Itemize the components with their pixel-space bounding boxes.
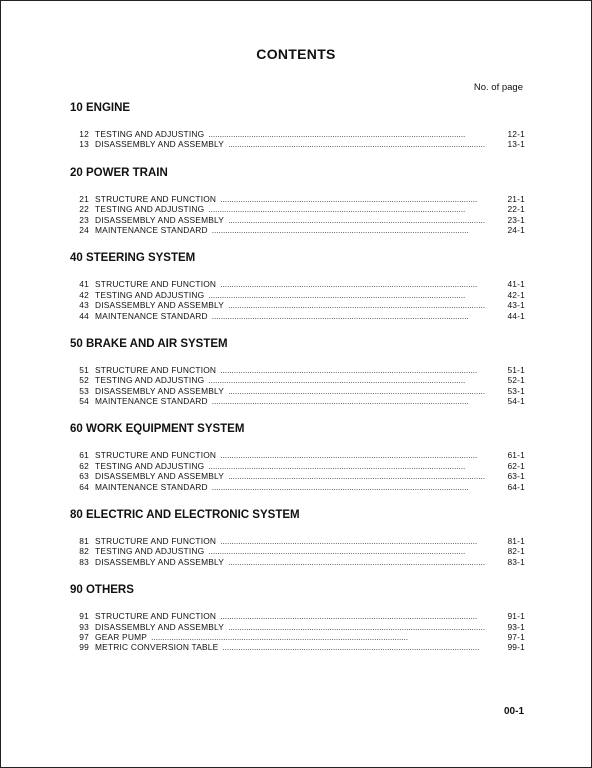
contents-section	[70, 166, 525, 236]
contents-section	[70, 101, 525, 150]
dot-leader	[212, 482, 497, 492]
contents-section	[70, 337, 525, 407]
dot-leader	[220, 536, 497, 546]
dot-leader	[208, 129, 497, 139]
entry-page: 62-1	[507, 460, 525, 471]
contents-list	[70, 101, 525, 669]
entry-number: 93	[79, 621, 89, 632]
entry-title: MAINTENANCE STANDARD	[95, 396, 208, 407]
contents-entry	[70, 471, 525, 481]
contents-entry	[70, 215, 525, 225]
entry-page: 43-1	[507, 300, 525, 311]
dot-leader	[208, 461, 497, 471]
contents-entry	[70, 375, 525, 385]
entry-page: 24-1	[507, 224, 525, 235]
contents-entry	[70, 279, 525, 289]
entry-number: 91	[79, 611, 89, 622]
contents-entry	[70, 300, 525, 310]
contents-entry	[70, 642, 525, 652]
dot-leader	[208, 546, 497, 556]
entry-page: 52-1	[507, 375, 525, 386]
no-of-page-label: No. of page	[473, 82, 523, 93]
contents-entry	[70, 204, 525, 214]
entry-number: 12	[79, 129, 89, 139]
entry-title: TESTING AND ADJUSTING	[95, 129, 205, 139]
entry-page: 93-1	[507, 621, 525, 632]
entry-title: DISASSEMBLY AND ASSEMBLY	[95, 621, 225, 632]
contents-entry	[70, 396, 525, 406]
entry-title: TESTING AND ADJUSTING	[95, 204, 205, 215]
entry-title: DISASSEMBLY AND ASSEMBLY	[95, 385, 225, 396]
entry-page: 44-1	[507, 310, 525, 321]
entry-title: DISASSEMBLY AND ASSEMBLY	[95, 471, 225, 482]
section-heading: 60 WORK EQUIPMENT SYSTEM	[70, 423, 245, 436]
contents-entry	[70, 386, 525, 396]
entry-number: 21	[79, 193, 89, 204]
dot-leader	[220, 611, 497, 621]
section-heading: 10 ENGINE	[70, 102, 131, 114]
dot-leader	[228, 471, 497, 481]
entry-page: 91-1	[507, 611, 525, 622]
entry-number: 52	[79, 375, 89, 386]
contents-section	[70, 422, 525, 492]
entry-title: GEAR PUMP	[95, 631, 148, 642]
entry-page: 63-1	[507, 471, 525, 482]
dot-leader	[220, 279, 497, 289]
entry-page: 99-1	[507, 642, 525, 653]
dot-leader	[228, 300, 497, 310]
entry-number: 22	[79, 204, 89, 215]
entry-number: 41	[79, 279, 89, 290]
contents-entry	[70, 557, 525, 567]
entry-title: DISASSEMBLY AND ASSEMBLY	[95, 214, 225, 225]
contents-section	[70, 508, 525, 567]
entry-page: 83-1	[507, 556, 525, 567]
contents-entry	[70, 546, 525, 556]
entry-title: DISASSEMBLY AND ASSEMBLY	[95, 300, 225, 311]
contents-entry	[70, 129, 525, 139]
contents-entry	[70, 632, 525, 642]
contents-section	[70, 583, 525, 653]
entry-page: 61-1	[507, 450, 525, 461]
entry-title: STRUCTURE AND FUNCTION	[95, 364, 217, 375]
entry-number: 97	[79, 631, 89, 642]
entry-page: 54-1	[507, 396, 525, 407]
entry-number: 24	[79, 224, 89, 235]
entry-number: 82	[79, 546, 89, 557]
contents-entry	[70, 482, 525, 492]
entry-page: 41-1	[507, 279, 525, 290]
entry-number: 23	[79, 214, 89, 225]
section-heading: 20 POWER TRAIN	[70, 166, 168, 179]
entry-number: 81	[79, 536, 89, 547]
entry-title: TESTING AND ADJUSTING	[95, 546, 205, 557]
contents-entry	[70, 194, 525, 204]
entry-number: 54	[79, 396, 89, 407]
dot-leader	[208, 290, 497, 300]
entry-number: 83	[79, 556, 89, 567]
dot-leader	[228, 557, 497, 567]
dot-leader	[228, 386, 497, 396]
entry-title: METRIC CONVERSION TABLE	[95, 642, 219, 653]
entry-number: 42	[79, 289, 89, 300]
entry-title: TESTING AND ADJUSTING	[95, 460, 205, 471]
contents-entry	[70, 536, 525, 546]
dot-leader	[208, 375, 497, 385]
entry-number: 51	[79, 364, 89, 375]
dot-leader	[228, 139, 497, 149]
entry-page: 42-1	[507, 289, 525, 300]
dot-leader	[212, 396, 497, 406]
contents-entry	[70, 622, 525, 632]
entry-page: 21-1	[507, 193, 525, 204]
dot-leader	[228, 622, 497, 632]
entry-page: 51-1	[507, 364, 525, 375]
entry-title: STRUCTURE AND FUNCTION	[95, 611, 217, 622]
section-heading: 50 BRAKE AND AIR SYSTEM	[70, 337, 228, 350]
entry-page: 12-1	[507, 129, 525, 139]
entry-title: STRUCTURE AND FUNCTION	[95, 536, 217, 547]
entry-page: 81-1	[507, 536, 525, 547]
contents-section	[70, 251, 525, 321]
page-number: 00-1	[503, 706, 524, 717]
entry-title: STRUCTURE AND FUNCTION	[95, 193, 217, 204]
entry-title: STRUCTURE AND FUNCTION	[95, 279, 217, 290]
entry-title: STRUCTURE AND FUNCTION	[95, 450, 217, 461]
entry-page: 22-1	[507, 204, 525, 215]
contents-entry	[70, 311, 525, 321]
dot-leader	[220, 194, 497, 204]
entry-number: 61	[79, 450, 89, 461]
entry-number: 63	[79, 471, 89, 482]
dot-leader	[212, 311, 497, 321]
contents-entry	[70, 290, 525, 300]
entry-page: 53-1	[507, 385, 525, 396]
dot-leader	[212, 225, 497, 235]
entry-number: 53	[79, 385, 89, 396]
entry-title: MAINTENANCE STANDARD	[95, 310, 208, 321]
entry-number: 64	[79, 481, 89, 492]
entry-title: TESTING AND ADJUSTING	[95, 375, 205, 386]
entry-page: 64-1	[507, 481, 525, 492]
dot-leader	[151, 632, 497, 642]
entry-title: TESTING AND ADJUSTING	[95, 289, 205, 300]
dot-leader	[220, 450, 497, 460]
entry-number: 99	[79, 642, 89, 653]
entry-number: 62	[79, 460, 89, 471]
dot-leader	[222, 642, 497, 652]
contents-entry	[70, 139, 525, 149]
contents-entry	[70, 365, 525, 375]
dot-leader	[208, 204, 497, 214]
section-heading: 40 STEERING SYSTEM	[70, 252, 196, 265]
entry-title: MAINTENANCE STANDARD	[95, 481, 208, 492]
entry-title: MAINTENANCE STANDARD	[95, 224, 208, 235]
contents-entry	[70, 461, 525, 471]
entry-number: 43	[79, 300, 89, 311]
entry-number: 44	[79, 310, 89, 321]
dot-leader	[220, 365, 497, 375]
entry-page: 82-1	[507, 546, 525, 557]
section-heading: 90 OTHERS	[70, 584, 134, 597]
contents-entry	[70, 450, 525, 460]
contents-entry	[70, 611, 525, 621]
dot-leader	[228, 215, 497, 225]
entry-number: 13	[79, 139, 89, 150]
page-title: CONTENTS	[256, 46, 336, 62]
entry-page: 97-1	[507, 631, 525, 642]
entry-page: 23-1	[507, 214, 525, 225]
section-heading: 80 ELECTRIC AND ELECTRONIC SYSTEM	[70, 509, 300, 522]
contents-entry	[70, 225, 525, 235]
entry-title: DISASSEMBLY AND ASSEMBLY	[95, 139, 225, 150]
entry-title: DISASSEMBLY AND ASSEMBLY	[95, 556, 225, 567]
entry-page: 13-1	[507, 139, 525, 150]
